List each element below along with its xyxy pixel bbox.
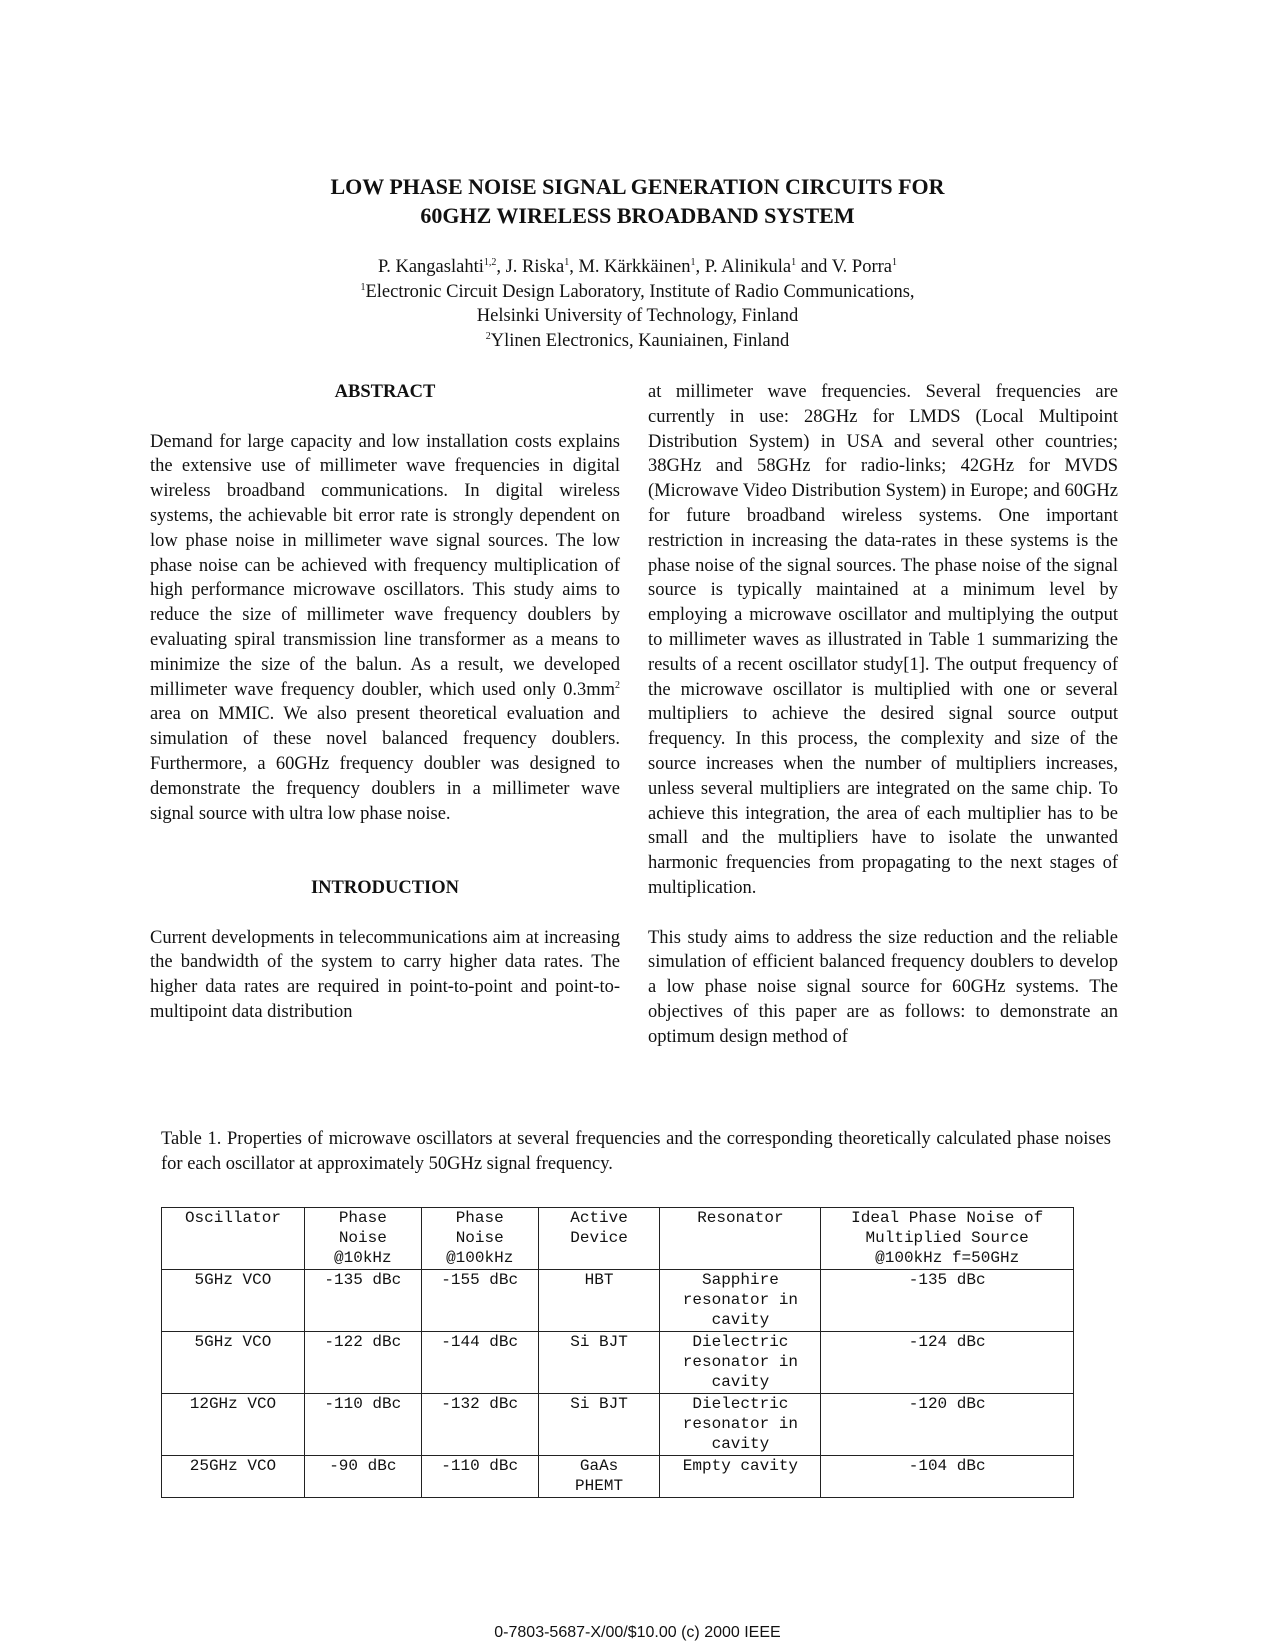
abstract-text [150,430,620,827]
author-affiliation-mark: 1,2 [483,256,497,268]
author-name: , J. Riska [496,257,565,277]
header-phase-noise-10k: Phase Noise @10kHz [304,1208,421,1270]
introduction-text-right-p1: at millimeter wave frequencies. Several frequencies are currently in use: 28GHz for LMDS (Local Multipoint Distribution System) in USA and several other countries; 38GHz and 58GHz for radio-links; 42GHz for MVDS (Microwave Video Distribution System) in Europe; and 60GHz for future broadband wireless systems. One important restriction in increasing the data-rates in these systems is the phase noise of the signal sources. The phase noise of the signal source is typically maintained at a minimum level by employing a microwave oscillator and multiplying the output to millimeter waves as illustrated in Table 1 summarizing the results of a recent oscillator study[1]. The output frequency of the microwave oscillator is multiplied with one or several multipliers to achieve the desired signal source output frequency. In this process, the complexity and size of the source increases when the number of multipliers increases, unless several multipliers are integrated on the same chip. To achieve this integration, the area of each multiplier has to be small and the multipliers have to isolate the unwanted harmonic frequencies from propagating to the next stages of multiplication. [648,382,1118,898]
cell-pn100: -110 dBc [421,1456,538,1498]
affiliation-text: Electronic Circuit Design Laboratory, Institute of Radio Communications, [365,281,915,302]
cell-oscillator: 25GHz VCO [162,1456,305,1498]
table-row [162,1270,1074,1332]
cell-resonator: Dielectric resonator in cavity [660,1394,821,1456]
table-row [162,1332,1074,1394]
cell-resonator: Dielectric resonator in cavity [660,1332,821,1394]
cell-pn10: -135 dBc [304,1270,421,1332]
title-line-1: LOW PHASE NOISE SIGNAL GENERATION CIRCUITS FOR [330,174,945,199]
author-affiliation-mark: 1 [791,256,797,268]
abstract-text-part: area on MMIC. We also present theoretical evaluation and simulation of these novel balanced frequency doublers. Furthermore, a 60GHz frequency doubler was designed to demonstrate the frequency doublers in a millimeter wave signal source with ultra low phase noise. [150,704,620,824]
header-oscillator: Oscillator [162,1208,305,1270]
title-line-2: 60GHZ WIRELESS BROADBAND SYSTEM [420,203,855,228]
affiliation-mark: 2 [485,330,491,342]
cell-pn10: -110 dBc [304,1394,421,1456]
superscript: 2 [615,679,620,691]
cell-oscillator: 5GHz VCO [162,1270,305,1332]
header-ideal-phase-noise: Ideal Phase Noise of Multiplied Source @100kHz f=50GHz [821,1208,1074,1270]
author-name: P. Kangaslahti [378,257,484,277]
author-affiliation-mark: 1 [892,256,897,268]
author-affiliation-mark: 1 [690,256,696,268]
author-name: and V. Porra [796,257,892,277]
right-column [648,380,1118,1050]
cell-oscillator: 12GHz VCO [162,1394,305,1456]
cell-device: Si BJT [538,1394,660,1456]
table-header-row [162,1208,1074,1270]
cell-oscillator: 5GHz VCO [162,1332,305,1394]
copyright-footer: 0-7803-5687-X/00/$10.00 (c) 2000 IEEE [494,1624,781,1641]
author-name: , M. Kärkkäinen [569,257,691,277]
affiliation-mark: 1 [360,281,366,293]
cell-ideal: -135 dBc [821,1270,1074,1332]
paper-title [200,172,1075,230]
abstract-heading: ABSTRACT [334,382,436,402]
author-affiliation-mark: 1 [564,256,570,268]
affiliation-2 [200,329,1075,354]
cell-pn100: -132 dBc [421,1394,538,1456]
table-caption: Table 1. Properties of microwave oscillators at several frequencies and the corresponding theoretically calculated phase noises for each oscillator at approximately 50GHz signal frequency. [161,1129,1111,1174]
cell-pn10: -90 dBc [304,1456,421,1498]
cell-pn100: -155 dBc [421,1270,538,1332]
introduction-text-left: Current developments in telecommunications aim at increasing the bandwidth of the system to carry higher data rates. The higher data rates are required in point-to-point and point-to-multipoint data distribution [150,927,620,1022]
header-resonator: Resonator [660,1208,821,1270]
cell-ideal: -104 dBc [821,1456,1074,1498]
cell-device: Si BJT [538,1332,660,1394]
affiliation-1-line-2: Helsinki University of Technology, Finland [476,306,799,326]
header-phase-noise-100k: Phase Noise @100kHz [421,1208,538,1270]
author-block [200,255,1075,353]
author-list [200,255,1075,280]
abstract-text-part: Demand for large capacity and low installation costs explains the extensive use of millimeter wave frequencies in digital wireless broadband communications. In digital wireless systems, the achievable bit error rate is strongly dependent on low phase noise in millimeter wave signal sources. The low phase noise can be achieved with frequency multiplication of high performance microwave oscillators. This study aims to reduce the size of millimeter wave frequency doublers by evaluating spiral transmission line transformer as a means to minimize the size of the balun. As a result, we developed millimeter wave frequency doubler, which used only 0.3mm [150,431,620,700]
header-active-device: Active Device [538,1208,660,1270]
cell-pn100: -144 dBc [421,1332,538,1394]
table-row [162,1394,1074,1456]
introduction-text-right-p2: This study aims to address the size reduction and the reliable simulation of efficient balanced frequency doublers to develop a low phase noise signal source for 60GHz systems. The objectives of this paper are as follows: to demonstrate an optimum design method of [648,927,1118,1047]
cell-ideal: -120 dBc [821,1394,1074,1456]
affiliation-1-line-1 [200,280,1075,305]
cell-pn10: -122 dBc [304,1332,421,1394]
author-name: , P. Alinikula [695,257,792,277]
affiliation-text: Ylinen Electronics, Kauniainen, Finland [490,330,790,351]
cell-resonator: Empty cavity [660,1456,821,1498]
table-row [162,1456,1074,1498]
left-column [150,380,620,1025]
cell-resonator: Sapphire resonator in cavity [660,1270,821,1332]
cell-device: GaAs PHEMT [538,1456,660,1498]
introduction-heading: INTRODUCTION [310,877,460,898]
cell-device: HBT [538,1270,660,1332]
cell-ideal: -124 dBc [821,1332,1074,1394]
oscillator-table [161,1207,1074,1498]
